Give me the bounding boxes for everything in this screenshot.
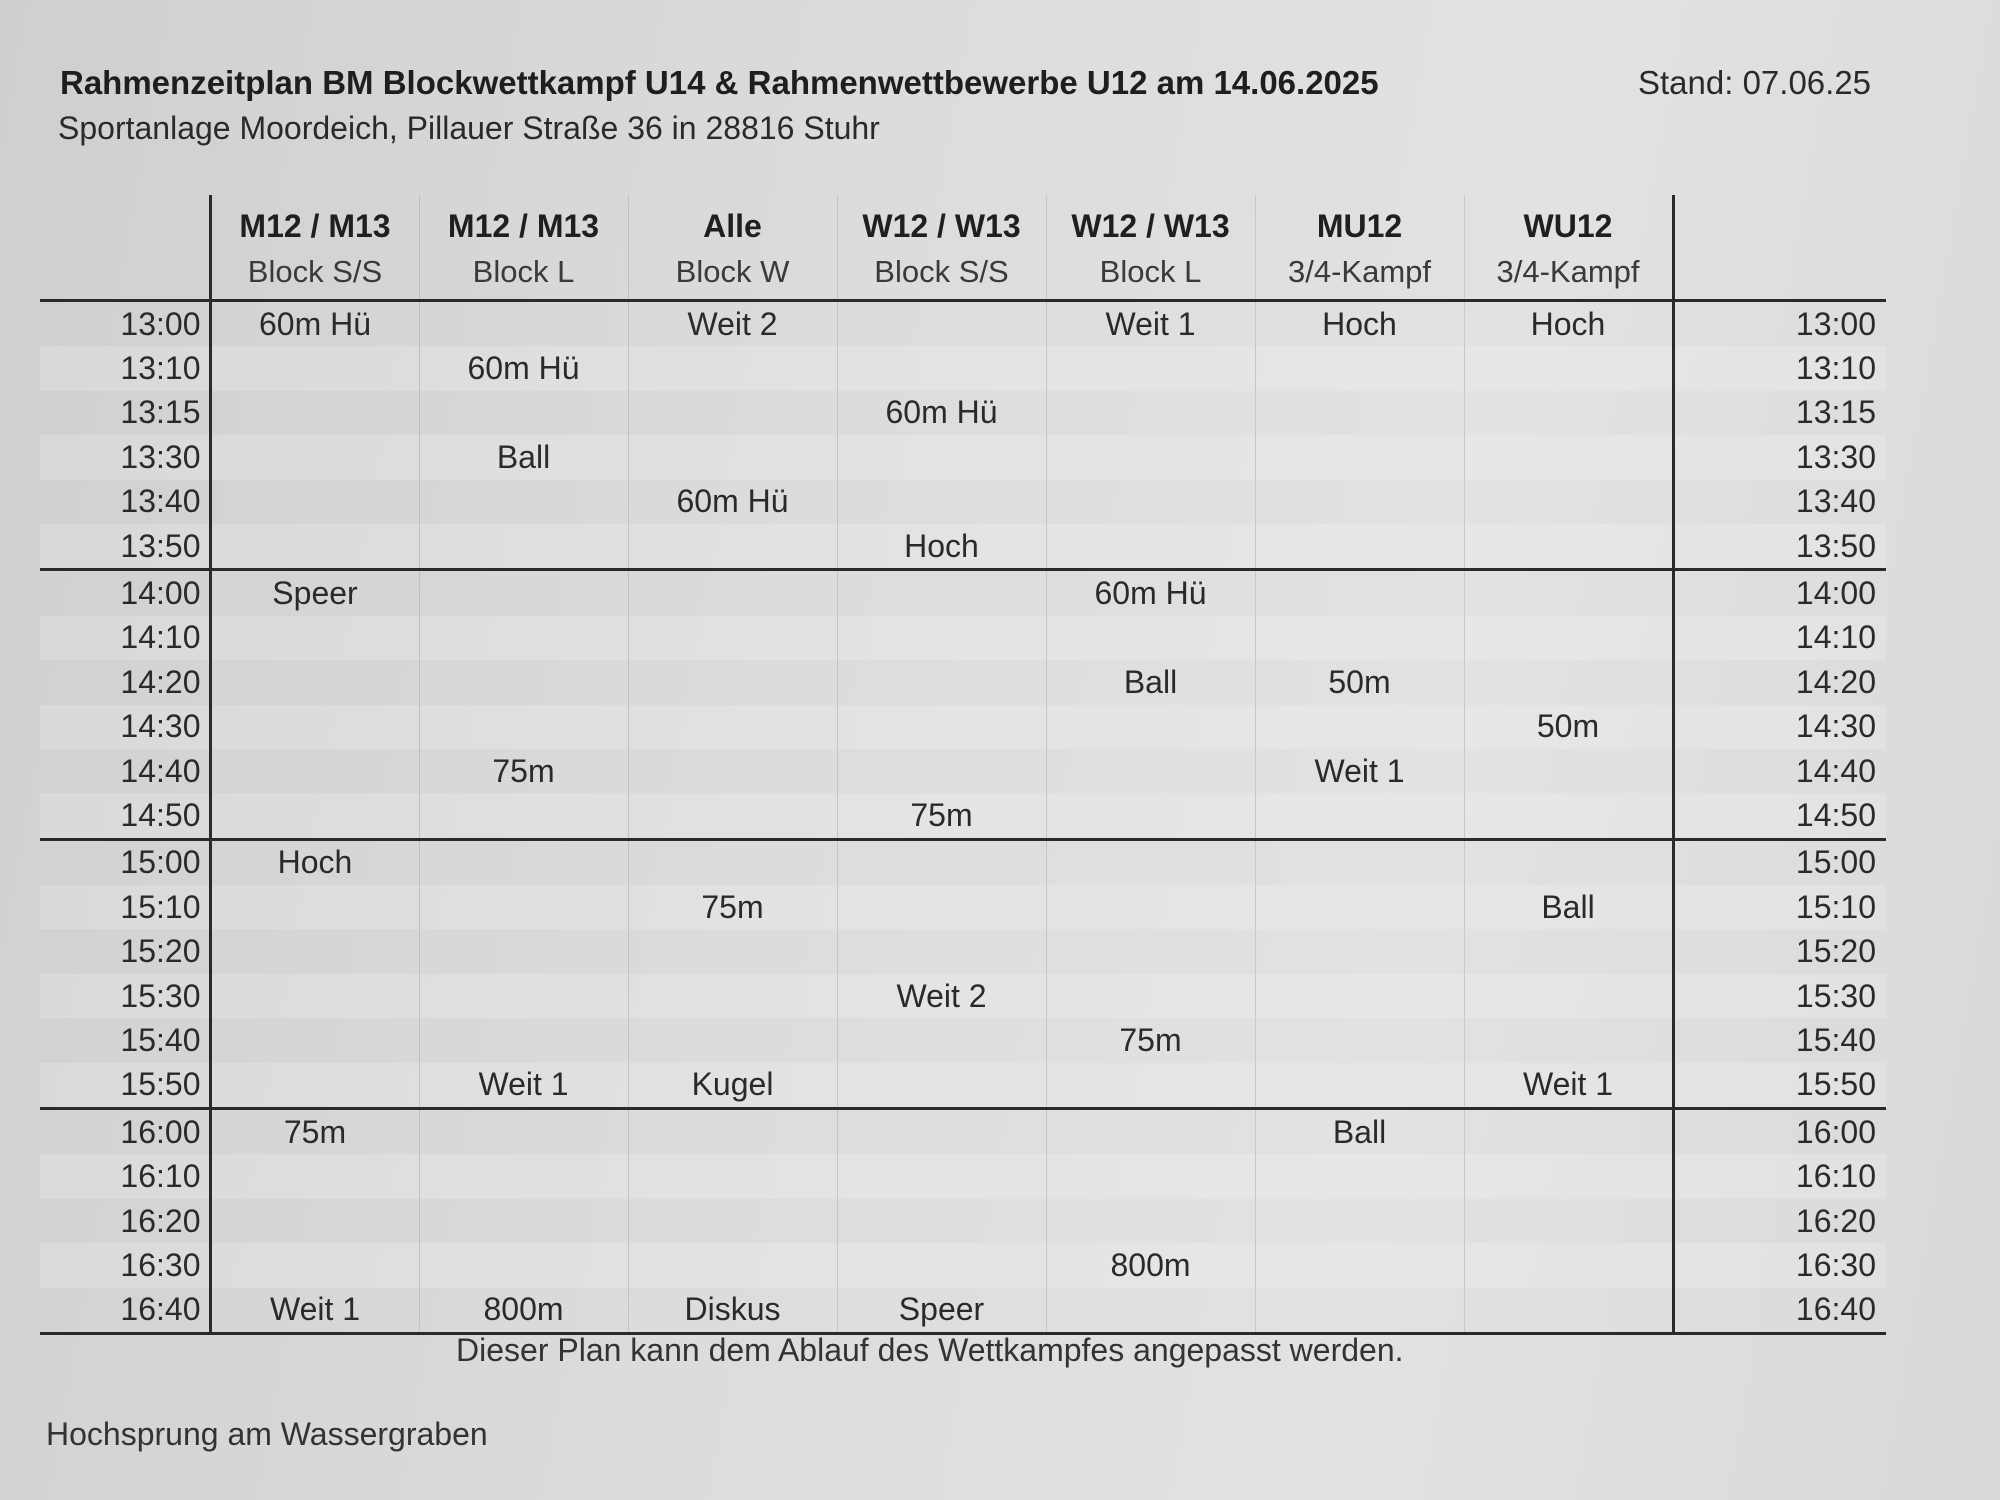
table-row [40,1109,1886,1155]
event-cell [1046,1109,1255,1155]
event-cell [628,1199,837,1243]
event-cell: 800m [419,1288,628,1334]
event-cell: Hoch [210,839,419,885]
event-cell [1046,480,1255,524]
event-cell [1255,1018,1464,1062]
table-row [40,1063,1886,1109]
footer-note: Hochsprung am Wassergraben [46,1416,488,1452]
event-cell: Weit 1 [210,1288,419,1334]
event-cell [419,1109,628,1155]
table-row [40,705,1886,749]
time-cell: 15:10 [40,885,210,929]
time-cell: 14:50 [40,793,210,839]
event-cell [1255,705,1464,749]
event-cell [628,839,837,885]
event-cell [1464,749,1673,793]
event-cell [419,570,628,616]
event-cell [210,749,419,793]
time-cell: 13:00 [40,301,210,347]
time-cell-right: 15:40 [1795,1021,1876,1058]
event-cell [1255,839,1464,885]
event-cell [210,660,419,704]
event-cell: 75m [1046,1018,1255,1062]
time-cell: 15:40 [40,1018,210,1062]
event-cell [1255,1243,1464,1287]
column-block-header: Block S/S [210,245,419,301]
time-cell: 13:40 [40,480,210,524]
event-cell [210,1243,419,1287]
schedule-note: Dieser Plan kann dem Ablauf des Wettkampfes angepasst werden. [456,1332,1404,1368]
time-cell-right: 15:10 [1673,885,1886,929]
event-cell [210,480,419,524]
header-row-groups [40,195,1886,245]
event-cell [1464,793,1673,839]
event-cell [837,570,1046,616]
event-cell [210,705,419,749]
table-row [40,1243,1886,1287]
event-cell [628,1109,837,1155]
event-cell [628,974,837,1018]
time-cell: 15:00 [40,839,210,885]
event-cell [1046,346,1255,390]
event-cell [837,435,1046,479]
table-row [40,570,1886,616]
time-cell: 16:00 [40,1109,210,1155]
event-cell [1464,346,1673,390]
table-row [40,839,1886,885]
table-row [40,1154,1886,1198]
event-cell [1464,974,1673,1018]
event-cell [210,1154,419,1198]
event-cell [837,1199,1046,1243]
column-group-header: MU12 [1255,195,1464,245]
event-cell [1046,616,1255,660]
time-cell-right: 14:40 [1795,752,1876,789]
event-cell [1255,974,1464,1018]
event-cell [210,435,419,479]
event-cell [837,885,1046,929]
time-cell: 14:20 [40,660,210,704]
table-row [40,391,1886,435]
event-cell: Speer [210,570,419,616]
event-cell [419,1243,628,1287]
event-cell [1464,1018,1673,1062]
event-cell [837,1063,1046,1109]
event-cell: 75m [837,793,1046,839]
event-cell [210,885,419,929]
event-cell [1464,1243,1673,1287]
event-cell: Ball [1046,660,1255,704]
event-cell: Weit 2 [837,974,1046,1018]
time-cell-right: 15:30 [1673,974,1886,1018]
time-cell-right: 14:50 [1673,793,1886,839]
event-cell: 75m [419,749,628,793]
event-cell [419,885,628,929]
venue-line: Sportanlage Moordeich, Pillauer Straße 36 in 28816 Stuhr [58,110,880,146]
event-cell [837,1109,1046,1155]
event-cell [210,346,419,390]
event-cell: 60m Hü [837,391,1046,435]
time-cell-right: 16:00 [1795,1113,1876,1150]
column-group-header: W12 / W13 [837,195,1046,245]
event-cell: Weit 1 [1255,749,1464,793]
time-cell-right: 13:50 [1673,524,1886,570]
header-corner [40,195,210,245]
time-cell-right: 13:15 [1795,394,1876,431]
event-cell [628,1154,837,1198]
event-cell [1255,391,1464,435]
time-cell: 13:15 [40,391,210,435]
event-cell: 75m [210,1109,419,1155]
event-cell [1255,346,1464,390]
event-cell [419,793,628,839]
table-row [40,885,1886,929]
event-cell [1046,749,1255,793]
table-row [40,435,1886,479]
event-cell: Weit 1 [1464,1063,1673,1109]
event-cell [1255,929,1464,973]
event-cell [628,616,837,660]
event-cell [1046,974,1255,1018]
time-cell: 15:20 [40,929,210,973]
time-cell-right: 16:30 [1673,1243,1886,1287]
table-row [40,1018,1886,1062]
event-cell [1046,793,1255,839]
header-corner-right [1673,195,1886,245]
event-cell [837,929,1046,973]
event-cell [419,1018,628,1062]
event-cell [210,524,419,570]
stand-date: Stand: 07.06.25 [1638,64,1872,101]
event-cell [210,616,419,660]
event-cell [837,616,1046,660]
time-cell: 13:30 [40,435,210,479]
event-cell: 60m Hü [419,346,628,390]
event-cell [628,793,837,839]
event-cell [1464,1288,1673,1334]
event-cell: Hoch [1464,301,1673,347]
time-cell: 16:20 [40,1199,210,1243]
time-cell-right: 13:30 [1673,435,1886,479]
event-cell [628,391,837,435]
event-cell [628,705,837,749]
event-cell [1046,435,1255,479]
event-cell [1255,885,1464,929]
time-cell: 16:30 [40,1243,210,1287]
event-cell [1255,1288,1464,1334]
event-cell [210,793,419,839]
time-cell: 14:00 [40,570,210,616]
event-cell [210,974,419,1018]
column-group-header: W12 / W13 [1046,195,1255,245]
event-cell: Hoch [1255,301,1464,347]
schedule-table [40,195,1886,1335]
event-cell [419,391,628,435]
time-cell: 15:50 [40,1063,210,1109]
event-cell: Hoch [837,524,1046,570]
event-cell [1046,1063,1255,1109]
page-title: Rahmenzeitplan BM Blockwettkampf U14 & Rahmenwettbewerbe U12 am 14.06.2025 [60,64,1379,101]
time-cell: 14:40 [40,749,210,793]
event-cell: Ball [1255,1109,1464,1155]
event-cell [419,1199,628,1243]
event-cell [210,1018,419,1062]
event-cell [210,1063,419,1109]
event-cell [837,660,1046,704]
event-cell: Ball [419,435,628,479]
time-cell-right: 13:40 [1795,483,1876,520]
event-cell: Weit 1 [1046,301,1255,347]
event-cell: Kugel [628,1063,837,1109]
event-cell [1464,1109,1673,1155]
table-row [40,660,1886,704]
time-cell-right: 14:30 [1673,705,1886,749]
event-cell [1046,885,1255,929]
event-cell [628,1243,837,1287]
event-cell [837,1243,1046,1287]
event-cell [419,929,628,973]
event-cell [1464,839,1673,885]
table-row [40,301,1886,347]
time-cell-right: 14:10 [1673,616,1886,660]
event-cell [1464,480,1673,524]
event-cell [837,705,1046,749]
time-cell-right: 15:20 [1795,933,1876,970]
event-cell [419,524,628,570]
event-cell: 800m [1046,1243,1255,1287]
event-cell: 50m [1255,660,1464,704]
time-cell: 13:10 [40,346,210,390]
event-cell [628,570,837,616]
time-cell-right: 16:10 [1673,1154,1886,1198]
time-cell: 15:30 [40,974,210,1018]
time-cell-right: 14:00 [1795,575,1876,612]
event-cell [1464,1154,1673,1198]
event-cell [1464,660,1673,704]
event-cell [1255,435,1464,479]
event-cell [837,480,1046,524]
event-cell [837,301,1046,347]
event-cell [1046,839,1255,885]
event-cell: Diskus [628,1288,837,1334]
header-row-blocks [40,245,1886,301]
event-cell [210,929,419,973]
event-cell [1464,570,1673,616]
event-cell [1464,929,1673,973]
event-cell [1255,1154,1464,1198]
time-cell-right: 15:50 [1673,1063,1886,1109]
event-cell: 50m [1464,705,1673,749]
event-cell [419,301,628,347]
event-cell [1464,435,1673,479]
column-group-header: Alle [628,195,837,245]
event-cell [210,391,419,435]
event-cell [419,1154,628,1198]
time-cell-right: 16:40 [1673,1288,1886,1334]
column-group-header: WU12 [1464,195,1673,245]
event-cell [419,839,628,885]
event-cell [837,749,1046,793]
event-cell: 60m Hü [210,301,419,347]
column-group-header: M12 / M13 [419,195,628,245]
event-cell [419,974,628,1018]
event-cell [1046,1154,1255,1198]
event-cell [419,616,628,660]
event-cell: 60m Hü [628,480,837,524]
event-cell [1046,929,1255,973]
event-cell [1255,793,1464,839]
event-cell [1255,570,1464,616]
event-cell: 75m [628,885,837,929]
table-row [40,346,1886,390]
event-cell [419,480,628,524]
time-cell-right: 14:20 [1795,663,1876,700]
event-cell: Speer [837,1288,1046,1334]
table-row [40,974,1886,1018]
event-cell [1464,1199,1673,1243]
time-cell: 14:10 [40,616,210,660]
time-cell: 13:50 [40,524,210,570]
column-block-header: 3/4-Kampf [1464,245,1673,301]
event-cell [1255,616,1464,660]
event-cell [1464,524,1673,570]
column-block-header: Block S/S [837,245,1046,301]
column-block-header: 3/4-Kampf [1255,245,1464,301]
table-row [40,480,1886,524]
event-cell [1046,391,1255,435]
event-cell [210,1199,419,1243]
column-group-header: M12 / M13 [210,195,419,245]
table-row [40,1288,1886,1334]
header-corner-right [1673,245,1886,301]
event-cell [1046,1199,1255,1243]
event-cell [1255,480,1464,524]
event-cell [628,660,837,704]
event-cell [628,929,837,973]
time-cell-right: 16:20 [1795,1202,1876,1239]
event-cell [837,346,1046,390]
time-cell: 16:40 [40,1288,210,1334]
column-block-header: Block L [419,245,628,301]
table-row [40,524,1886,570]
event-cell [1046,1288,1255,1334]
event-cell [1046,524,1255,570]
table-row [40,793,1886,839]
column-block-header: Block L [1046,245,1255,301]
table-row [40,749,1886,793]
event-cell [1464,616,1673,660]
time-cell-right: 15:00 [1795,844,1876,881]
time-cell-right: 13:00 [1795,305,1876,342]
event-cell: Weit 1 [419,1063,628,1109]
table-row [40,616,1886,660]
table-row [40,1199,1886,1243]
event-cell [628,1018,837,1062]
event-cell: 60m Hü [1046,570,1255,616]
event-cell [1255,1199,1464,1243]
event-cell [628,524,837,570]
event-cell [419,705,628,749]
column-block-header: Block W [628,245,837,301]
event-cell: Ball [1464,885,1673,929]
time-cell: 16:10 [40,1154,210,1198]
event-cell [837,1154,1046,1198]
event-cell [628,346,837,390]
header-corner [40,245,210,301]
event-cell [628,435,837,479]
time-cell-right: 13:10 [1673,346,1886,390]
event-cell [1255,1063,1464,1109]
time-cell: 14:30 [40,705,210,749]
event-cell: Weit 2 [628,301,837,347]
event-cell [1255,524,1464,570]
event-cell [419,660,628,704]
event-cell [837,1018,1046,1062]
event-cell [1046,705,1255,749]
event-cell [1464,391,1673,435]
event-cell [837,839,1046,885]
table-row [40,929,1886,973]
event-cell [628,749,837,793]
